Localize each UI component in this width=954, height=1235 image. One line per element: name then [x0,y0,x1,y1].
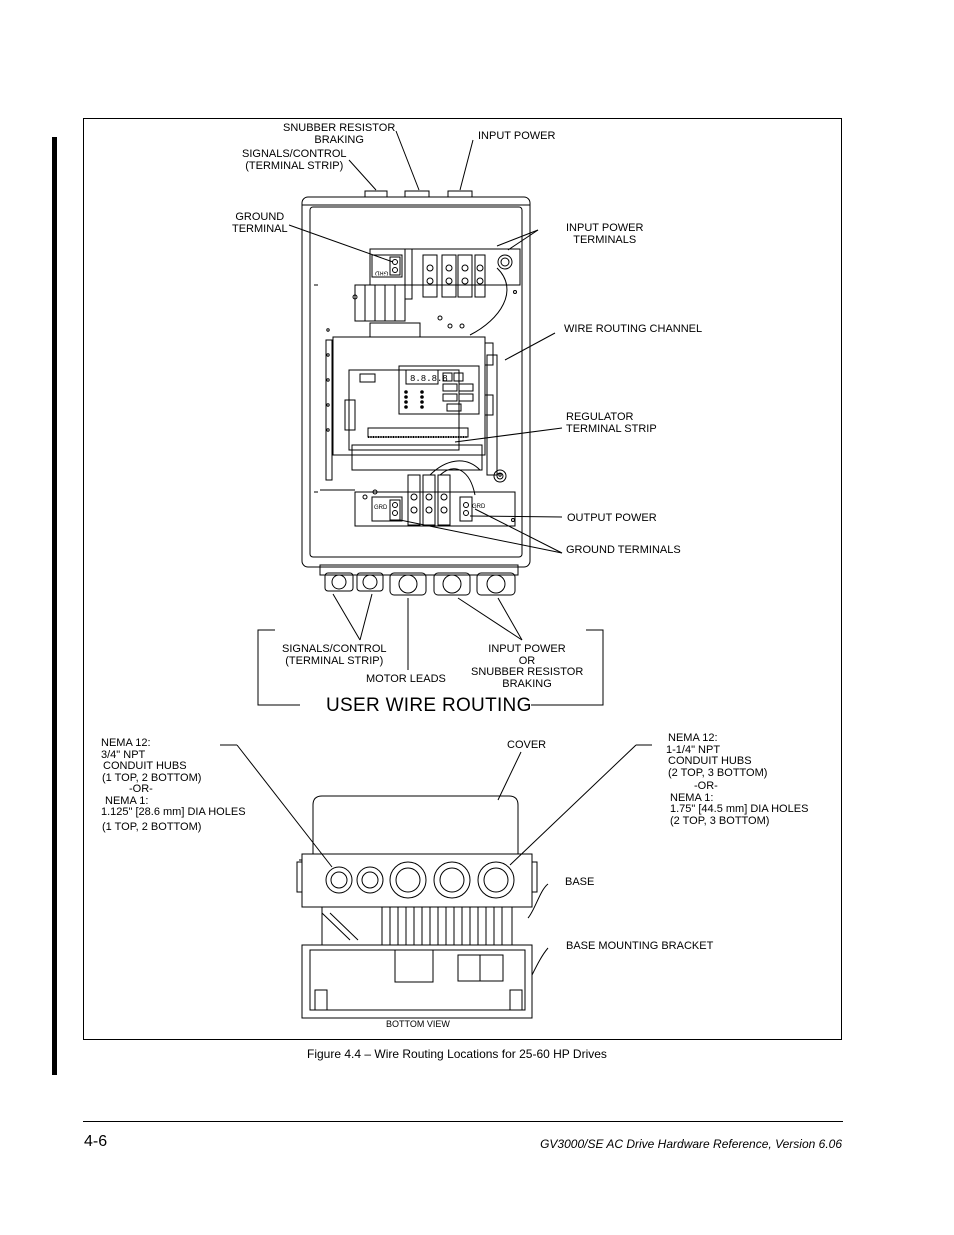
label-input-power: INPUT POWER [478,130,556,142]
regulator-board [326,337,497,480]
page-number: 4-6 [84,1133,108,1150]
label-motor-leads: MOTOR LEADS [366,673,446,685]
label-ground-terminal: GROUND TERMINAL [232,211,288,235]
label-bottom-view: BOTTOM VIEW [386,1019,450,1029]
label-grd-lower-right: GRD [472,504,486,510]
label-base: BASE [565,876,595,888]
label-grd-upper: GRD [375,269,389,276]
label-cover: COVER [507,739,547,751]
figure-caption: Figure 4.4 – Wire Routing Locations for 25-60 HP Drives [307,1047,607,1061]
label-input-power-or-snubber: INPUT POWER OR SNUBBER RESISTOR BRAKING [471,643,584,690]
label-nema-left: NEMA 12: 3/4" NPT CONDUIT HUBS (1 TOP, 2 BOTTOM) -OR- NEMA 1: 1.125" [28.6 mm] DIA HOLES (1 TOP, 2 BOTTOM) [101,737,246,833]
label-base-mounting-bracket: BASE MOUNTING BRACKET [566,940,714,952]
label-nema-right: NEMA 12: 1-1/4" NPT CONDUIT HUBS (2 TOP, 3 BOTTOM) -OR- NEMA 1: 1.75" [44.5 mm] DIA HOLES (2 TOP, 3 BOTTOM) [666,732,809,827]
footer-rule [83,1121,843,1122]
label-grd-lower-left: GRD [374,505,388,511]
label-ground-terminals: GROUND TERMINALS [566,544,681,556]
label-output-power: OUTPUT POWER [567,512,657,524]
label-signals-control-top: SIGNALS/CONTROL (TERMINAL STRIP) [242,148,347,172]
label-input-power-terminals: INPUT POWER TERMINALS [566,222,644,246]
bottom-view-drawing [297,796,537,1018]
label-regulator-terminal-strip: REGULATOR TERMINAL STRIP [566,411,657,435]
document-title: GV3000/SE AC Drive Hardware Reference, Version 6.06 [540,1137,842,1151]
label-signals-control-bottom: SIGNALS/CONTROL (TERMINAL STRIP) [282,643,387,667]
svg-text:8.8.8.8: 8.8.8.8 [410,374,448,384]
bottom-hubs [320,565,518,595]
label-wire-routing-channel: WIRE ROUTING CHANNEL [564,323,703,335]
user-wire-routing-title: USER WIRE ROUTING [326,695,532,716]
input-terminal-block [355,249,520,337]
label-snubber-resistor-top: SNUBBER RESISTOR BRAKING [283,122,396,146]
